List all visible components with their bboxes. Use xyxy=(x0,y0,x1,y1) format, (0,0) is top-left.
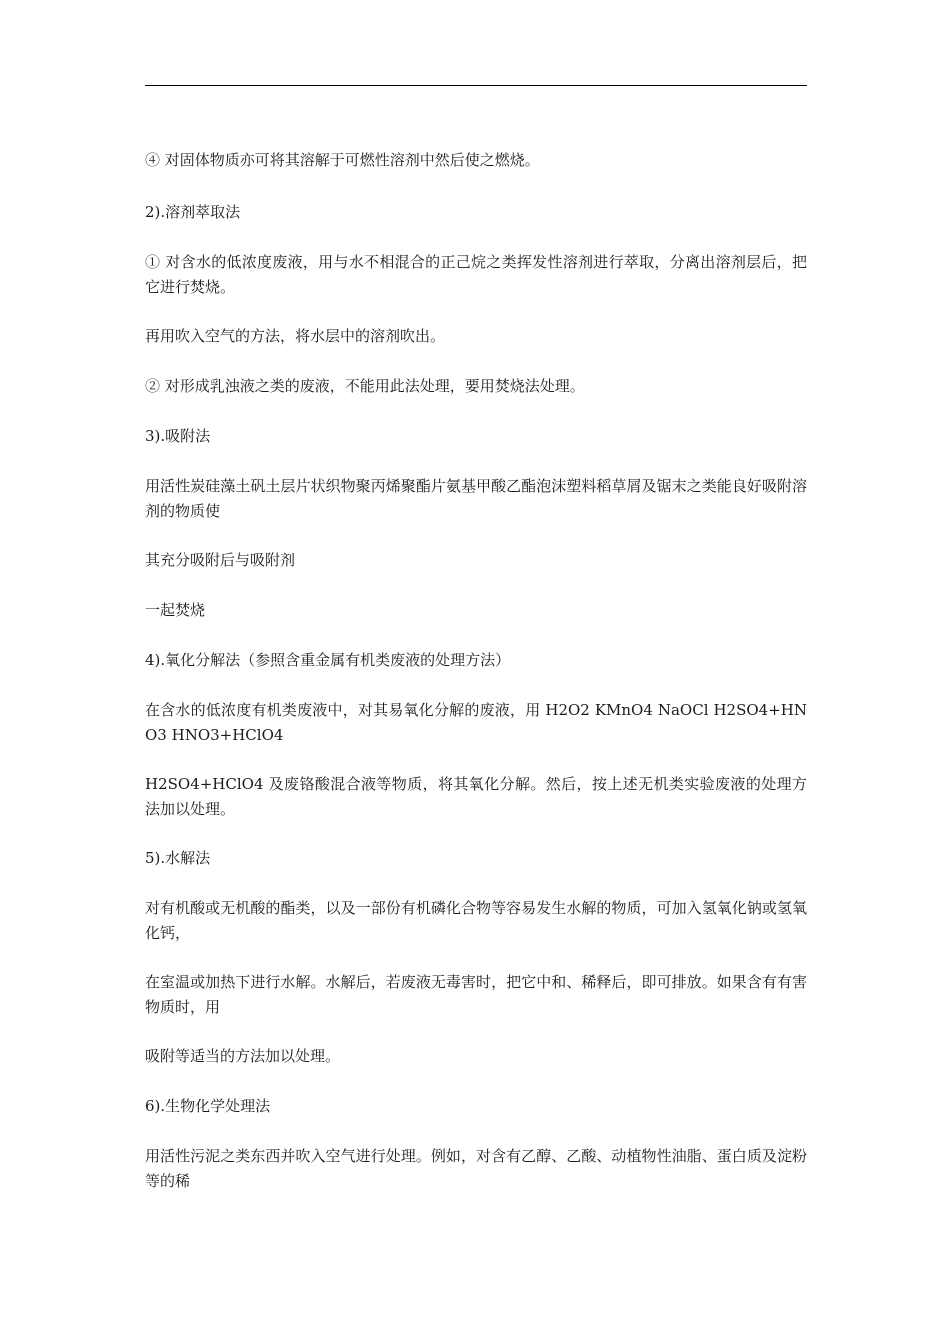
paragraph-adsorb-after: 其充分吸附后与吸附剂 xyxy=(145,551,296,569)
paragraph-activated-sludge: 用活性污泥之类东西并吹入空气进行处理。例如，对含有乙醇、乙酸、动植物性油脂、蛋白质及淀粉等的稀 xyxy=(145,1147,807,1190)
paragraph-oxidation-followup: H2SO4+HClO4 及废铬酸混合液等物质，将其氧化分解。然后，按上述无机类实验废液的处理方法加以处理。 xyxy=(145,775,807,818)
paragraph-burn-together: 一起焚烧 xyxy=(145,601,206,619)
paragraph-hydrolysis-agents: 对有机酸或无机酸的酯类，以及一部份有机磷化合物等容易发生水解的物质，可加入氢氧化钠或氢氧化钙， xyxy=(145,899,807,942)
paragraph-extraction-step1: ① 对含水的低浓度废液，用与水不相混合的正己烷之类挥发性溶剂进行萃取，分离出溶剂层后，把它进行焚烧。 xyxy=(145,253,807,296)
heading-hydrolysis: 5).水解法 xyxy=(145,849,211,867)
heading-biochemical: 6).生物化学处理法 xyxy=(145,1097,271,1115)
heading-oxidation: 4).氧化分解法（参照含重金属有机类废液的处理方法） xyxy=(145,651,511,669)
paragraph-air-blow: 再用吹入空气的方法，将水层中的溶剂吹出。 xyxy=(145,327,446,345)
heading-solvent-extraction: 2).溶剂萃取法 xyxy=(145,203,241,221)
paragraph-hydrolysis-process: 在室温或加热下进行水解。水解后，若废液无毒害时，把它中和、稀释后，即可排放。如果含有有害物质时，用 xyxy=(145,973,807,1016)
heading-adsorption: 3).吸附法 xyxy=(145,427,211,445)
header-rule xyxy=(145,85,807,86)
paragraph-adsorbents: 用活性炭硅藻土矾土层片状织物聚丙烯聚酯片氨基甲酸乙酯泡沫塑料稻草屑及锯末之类能良好吸附溶剂的物质使 xyxy=(145,477,807,520)
paragraph-oxidizers: 在含水的低浓度有机类废液中，对其易氧化分解的废液，用 H2O2 KMnO4 NaOCl H2SO4+HNO3 HNO3+HClO4 xyxy=(145,701,807,744)
paragraph-solid-burning: ④ 对固体物质亦可将其溶解于可燃性溶剂中然后使之燃烧。 xyxy=(145,151,540,169)
paragraph-hydrolysis-adsorb: 吸附等适当的方法加以处理。 xyxy=(145,1047,341,1065)
paragraph-emulsion: ② 对形成乳浊液之类的废液，不能用此法处理，要用焚烧法处理。 xyxy=(145,377,585,395)
